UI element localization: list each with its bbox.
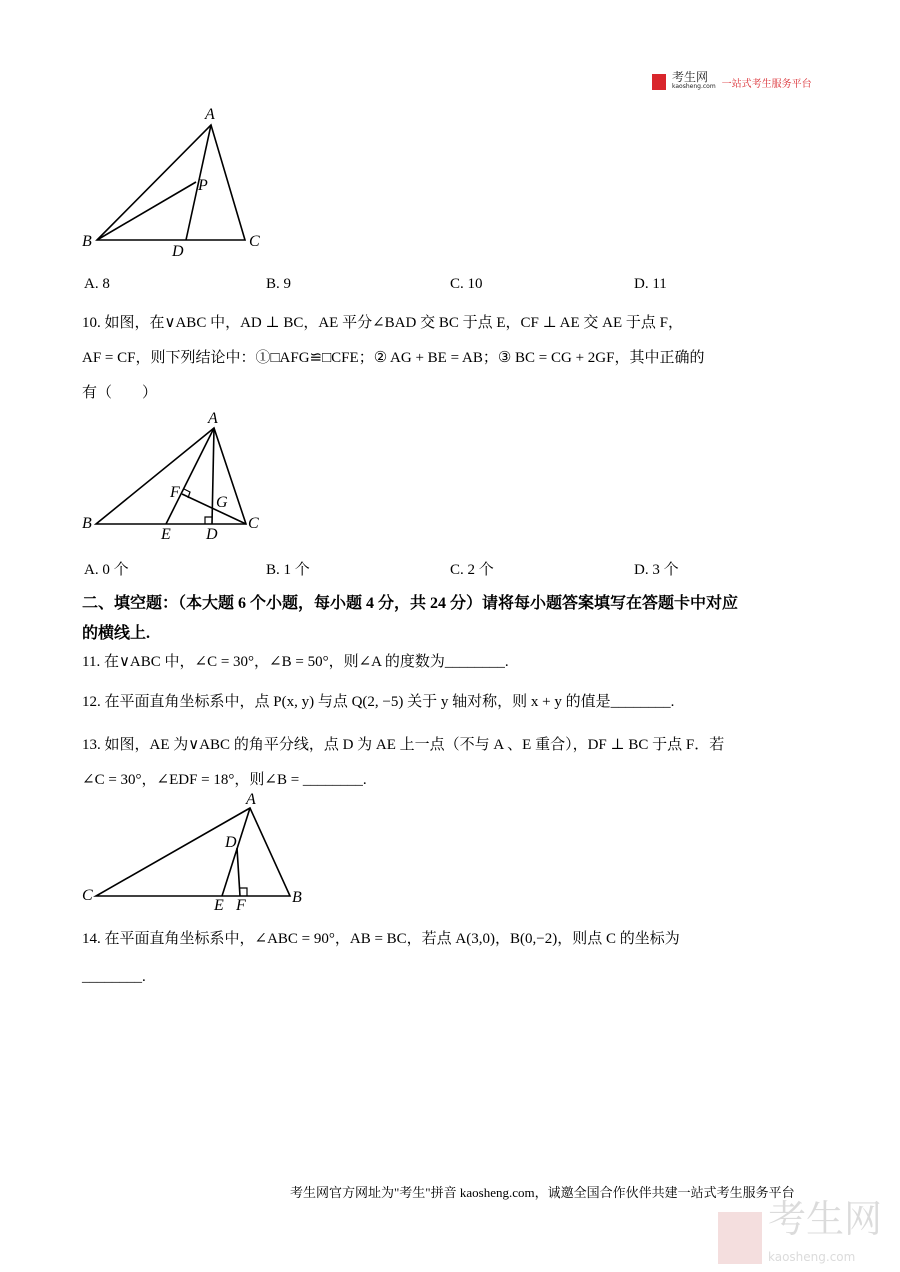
q10-option-a: A. 0 个 [84, 562, 129, 578]
q10-option-b: B. 1 个 [266, 562, 310, 578]
label-e: E [214, 897, 224, 914]
watermark-domain: kaosheng.com [768, 1250, 856, 1264]
label-g: G [216, 494, 228, 511]
label-f: F [236, 897, 246, 914]
label-d: D [206, 526, 218, 543]
q13-line2: ∠C = 30°，∠EDF = 18°，则∠B = ________. [82, 772, 367, 788]
label-b: B [82, 233, 92, 250]
label-b: B [292, 889, 302, 906]
header-slogan: 一站式考生服务平台 [721, 78, 812, 90]
label-c: C [248, 515, 259, 532]
label-d: D [225, 834, 237, 851]
label-e: E [161, 526, 171, 543]
label-a: A [246, 791, 256, 808]
q9-option-a: A. 8 [84, 276, 110, 292]
label-c: C [249, 233, 260, 250]
q10-option-d: D. 3 个 [634, 562, 679, 578]
footer-text: 考生网官方网址为"考生"拼音 kaosheng.com，诚邀全国合作伙伴共建一站式考生服务平台 [290, 1185, 795, 1200]
section-heading-line1: 二、填空题：（本大题 6 个小题，每小题 4 分，共 24 分）请将每小题答案填写在答题卡中对应 [82, 595, 739, 612]
label-p: P [198, 177, 208, 194]
label-c: C [82, 887, 93, 904]
watermark-icon [718, 1212, 762, 1264]
q10-line1: 10. 如图，在∨ABC 中，AD ⊥ BC，AE 平分∠BAD 交 BC 于点 E，CF ⊥ AE 交 AE 于点 F， [82, 315, 683, 331]
q10-option-c: C. 2 个 [450, 562, 494, 578]
watermark-name: 考生网 [768, 1197, 883, 1241]
figure-q9 [97, 125, 245, 240]
q14-line1: 14. 在平面直角坐标系中，∠ABC = 90°，AB = BC，若点 A(3,0)，B(0,−2)，则点 C 的坐标为 [82, 931, 680, 947]
logo-domain: kaosheng.com [672, 83, 716, 90]
q12: 12. 在平面直角坐标系中，点 P(x, y) 与点 Q(2, −5) 关于 y 轴对称，则 x + y 的值是________. [82, 694, 675, 710]
q9-option-b: B. 9 [266, 276, 292, 292]
watermark-logo [718, 1197, 883, 1272]
figure-q13 [96, 808, 290, 896]
q9-option-d: D. 11 [634, 276, 667, 292]
q11: 11. 在∨ABC 中，∠C = 30°，∠B = 50°，则∠A 的度数为________. [82, 654, 509, 670]
label-d: D [172, 243, 184, 260]
q10-line3: 有（ ） [82, 385, 158, 401]
label-a: A [205, 106, 215, 123]
q14-line2: ________. [82, 969, 146, 985]
q10-line2: AF = CF，则下列结论中：①□AFG≌□CFE；② AG + BE = AB；③ BC = CG + 2GF，其中正确的 [82, 350, 705, 366]
logo-name: 考生网 [672, 70, 709, 84]
q13-line1: 13. 如图，AE 为∨ABC 的角平分线，点 D 为 AE 上一点（不与 A 、E 重合），DF ⊥ BC 于点 F．若 [82, 737, 725, 753]
section-heading-line2: 的横线上. [82, 625, 151, 642]
label-f: F [170, 484, 180, 501]
label-b: B [82, 515, 92, 532]
q9-option-c: C. 10 [450, 276, 483, 292]
label-a: A [208, 410, 218, 427]
